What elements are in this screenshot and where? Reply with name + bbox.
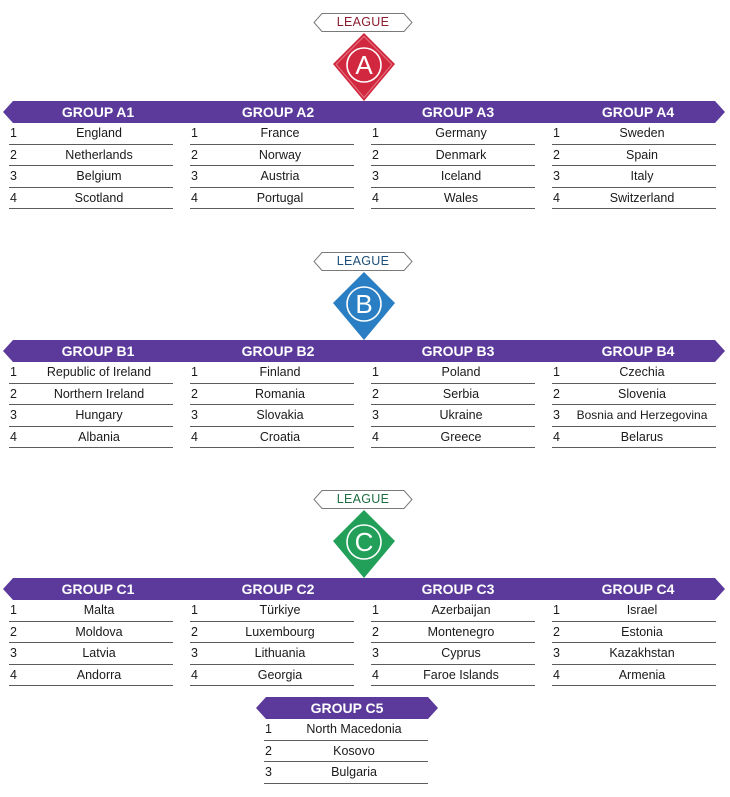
position: 1 (10, 603, 17, 617)
team-name: Türkiye (259, 603, 301, 617)
table-row (552, 145, 716, 167)
team-name: Wales (443, 190, 479, 205)
team-name: Romania (254, 386, 306, 401)
table-row (371, 188, 535, 210)
team-name: Armenia (618, 667, 666, 682)
table-row (371, 145, 535, 167)
position: 4 (191, 190, 198, 205)
team-name: Finland (259, 365, 301, 379)
table-row (190, 384, 354, 406)
team-name: Hungary (75, 408, 123, 422)
league-a-tag-label: LEAGUE (336, 15, 390, 29)
position: 3 (553, 169, 560, 183)
table-row (371, 362, 535, 384)
table-row (9, 600, 173, 622)
group-c1-table (9, 600, 173, 686)
position: 3 (372, 646, 379, 660)
team-name: Slovenia (618, 386, 666, 401)
team-name: Czechia (619, 365, 665, 379)
team-name: Ukraine (439, 408, 483, 422)
group-c5-header: GROUP C5 (310, 700, 384, 716)
group-a4-header: GROUP A4 (601, 104, 675, 120)
team-name: Norway (258, 147, 302, 162)
group-b3-header: GROUP B3 (421, 343, 495, 359)
group-a3-header: GROUP A3 (421, 104, 495, 120)
position: 1 (553, 365, 560, 379)
team-name: Estonia (621, 624, 663, 639)
position: 4 (10, 429, 17, 444)
table-row (190, 427, 354, 449)
group-c4-table (552, 600, 716, 686)
league-a-group-banner (3, 101, 725, 123)
group-c5-banner (256, 697, 438, 719)
position: 1 (10, 126, 17, 140)
group-b4-header: GROUP B4 (601, 343, 675, 359)
table-row (552, 384, 716, 406)
table-row (9, 384, 173, 406)
group-c3-table (371, 600, 535, 686)
team-name: Belgium (76, 169, 122, 183)
position: 2 (10, 624, 17, 639)
table-row (9, 362, 173, 384)
team-name: Montenegro (427, 624, 495, 639)
team-name: Bulgaria (331, 765, 377, 779)
team-name: Northern Ireland (53, 386, 145, 401)
league-b-tag (313, 252, 413, 271)
group-a4-table (552, 123, 716, 209)
team-name: France (260, 126, 300, 140)
table-row (190, 643, 354, 665)
team-name: Belarus (620, 429, 664, 444)
position: 2 (372, 386, 379, 401)
group-b1-table (9, 362, 173, 448)
table-row (264, 762, 428, 784)
team-name: Poland (441, 365, 481, 379)
table-row (9, 665, 173, 687)
team-name: Luxembourg (245, 624, 315, 639)
table-row (190, 600, 354, 622)
position: 2 (553, 386, 560, 401)
league-b-tag-label: LEAGUE (336, 254, 390, 268)
group-b4-table (552, 362, 716, 448)
table-row (371, 600, 535, 622)
group-a1-table (9, 123, 173, 209)
table-row (9, 405, 173, 427)
league-b-letter: B (355, 289, 373, 319)
position: 2 (10, 386, 17, 401)
position: 2 (191, 386, 198, 401)
team-name: North Macedonia (306, 722, 402, 736)
team-name: Republic of Ireland (46, 365, 152, 379)
table-row (9, 643, 173, 665)
position: 4 (372, 667, 379, 682)
table-row (190, 622, 354, 644)
group-a2-table (190, 123, 354, 209)
team-name: Latvia (82, 646, 116, 660)
team-name: Serbia (442, 386, 480, 401)
team-name: Moldova (75, 624, 123, 639)
group-b2-header: GROUP B2 (241, 343, 315, 359)
position: 4 (553, 190, 560, 205)
group-b3-table (371, 362, 535, 448)
position: 2 (191, 624, 198, 639)
team-name: Greece (440, 429, 482, 444)
position: 1 (553, 603, 560, 617)
table-row (371, 665, 535, 687)
team-name: Slovakia (256, 408, 304, 422)
table-row (552, 600, 716, 622)
group-c2-table (190, 600, 354, 686)
position: 4 (191, 667, 198, 682)
position: 1 (372, 603, 379, 617)
team-name: Croatia (259, 429, 301, 444)
league-b-badge (331, 270, 397, 342)
position: 1 (191, 365, 198, 379)
position: 2 (553, 147, 560, 162)
table-row (552, 166, 716, 188)
table-row (371, 405, 535, 427)
position: 2 (372, 624, 379, 639)
position: 2 (553, 624, 560, 639)
group-c1-header: GROUP C1 (61, 581, 135, 597)
position: 1 (10, 365, 17, 379)
table-row (552, 427, 716, 449)
league-c-group-banner (3, 578, 725, 600)
team-name: Germany (435, 126, 487, 140)
position: 3 (372, 169, 379, 183)
position: 3 (10, 169, 17, 183)
team-name: Malta (83, 603, 115, 617)
table-row (190, 188, 354, 210)
group-a2-header: GROUP A2 (241, 104, 315, 120)
table-row (9, 427, 173, 449)
team-name: Bosnia and Herzegovina (576, 408, 708, 422)
team-name: Sweden (619, 126, 665, 140)
group-a1-header: GROUP A1 (61, 104, 135, 120)
team-name: Portugal (256, 190, 304, 205)
league-a-letter: A (355, 50, 373, 80)
team-name: Netherlands (65, 147, 133, 162)
table-row (9, 188, 173, 210)
table-row (371, 123, 535, 145)
position: 4 (372, 190, 379, 205)
team-name: Spain (626, 147, 658, 162)
league-a-badge (331, 31, 397, 103)
team-name: Switzerland (609, 190, 675, 205)
group-c2-header: GROUP C2 (241, 581, 315, 597)
team-name: Kosovo (333, 743, 375, 758)
table-row (552, 123, 716, 145)
table-row (190, 123, 354, 145)
table-row (371, 427, 535, 449)
team-name: Iceland (440, 169, 482, 183)
table-row (264, 719, 428, 741)
table-row (9, 145, 173, 167)
league-c-tag (313, 490, 413, 509)
position: 4 (10, 190, 17, 205)
table-row (552, 188, 716, 210)
team-name: Albania (78, 429, 120, 444)
group-c5-table (264, 719, 428, 784)
position: 2 (191, 147, 198, 162)
table-row (552, 362, 716, 384)
group-b2-table (190, 362, 354, 448)
table-row (9, 622, 173, 644)
table-row (190, 362, 354, 384)
league-b-group-banner (3, 340, 725, 362)
team-name: Lithuania (254, 646, 306, 660)
team-name: Scotland (74, 190, 124, 205)
position: 2 (10, 147, 17, 162)
table-row (371, 384, 535, 406)
position: 2 (265, 743, 272, 758)
position: 3 (10, 408, 17, 422)
table-row (552, 622, 716, 644)
table-row (371, 166, 535, 188)
position: 3 (372, 408, 379, 422)
position: 1 (191, 603, 198, 617)
team-name: England (76, 126, 122, 140)
position: 3 (191, 169, 198, 183)
team-name: Israel (626, 603, 658, 617)
position: 1 (191, 126, 198, 140)
team-name: Austria (260, 169, 300, 183)
team-name: Azerbaijan (431, 603, 491, 617)
table-row (9, 166, 173, 188)
team-name: Cyprus (441, 646, 481, 660)
table-row (190, 166, 354, 188)
position: 1 (372, 365, 379, 379)
group-c3-header: GROUP C3 (421, 581, 495, 597)
position: 3 (265, 765, 272, 779)
league-a-tag (313, 13, 413, 32)
position: 3 (553, 646, 560, 660)
position: 2 (372, 147, 379, 162)
table-row (371, 643, 535, 665)
league-c-letter: C (354, 527, 374, 557)
table-row (552, 643, 716, 665)
table-row (371, 622, 535, 644)
league-c-tag-label: LEAGUE (336, 492, 390, 506)
position: 4 (553, 667, 560, 682)
position: 4 (372, 429, 379, 444)
table-row (190, 665, 354, 687)
group-b1-header: GROUP B1 (61, 343, 135, 359)
position: 4 (10, 667, 17, 682)
position: 3 (553, 408, 560, 422)
position: 3 (10, 646, 17, 660)
position: 1 (265, 722, 272, 736)
team-name: Italy (630, 169, 654, 183)
position: 4 (191, 429, 198, 444)
position: 1 (372, 126, 379, 140)
team-name: Denmark (435, 147, 487, 162)
position: 3 (191, 408, 198, 422)
position: 4 (553, 429, 560, 444)
position: 1 (553, 126, 560, 140)
table-row (552, 665, 716, 687)
group-a3-table (371, 123, 535, 209)
table-row (264, 741, 428, 763)
league-c-badge (331, 508, 397, 580)
team-name: Faroe Islands (423, 667, 499, 682)
table-row (190, 405, 354, 427)
position: 3 (191, 646, 198, 660)
team-name: Kazakhstan (609, 646, 675, 660)
group-c4-header: GROUP C4 (601, 581, 675, 597)
team-name: Andorra (76, 667, 122, 682)
table-row (9, 123, 173, 145)
table-row (190, 145, 354, 167)
team-name: Georgia (257, 667, 303, 682)
table-row (552, 405, 716, 427)
